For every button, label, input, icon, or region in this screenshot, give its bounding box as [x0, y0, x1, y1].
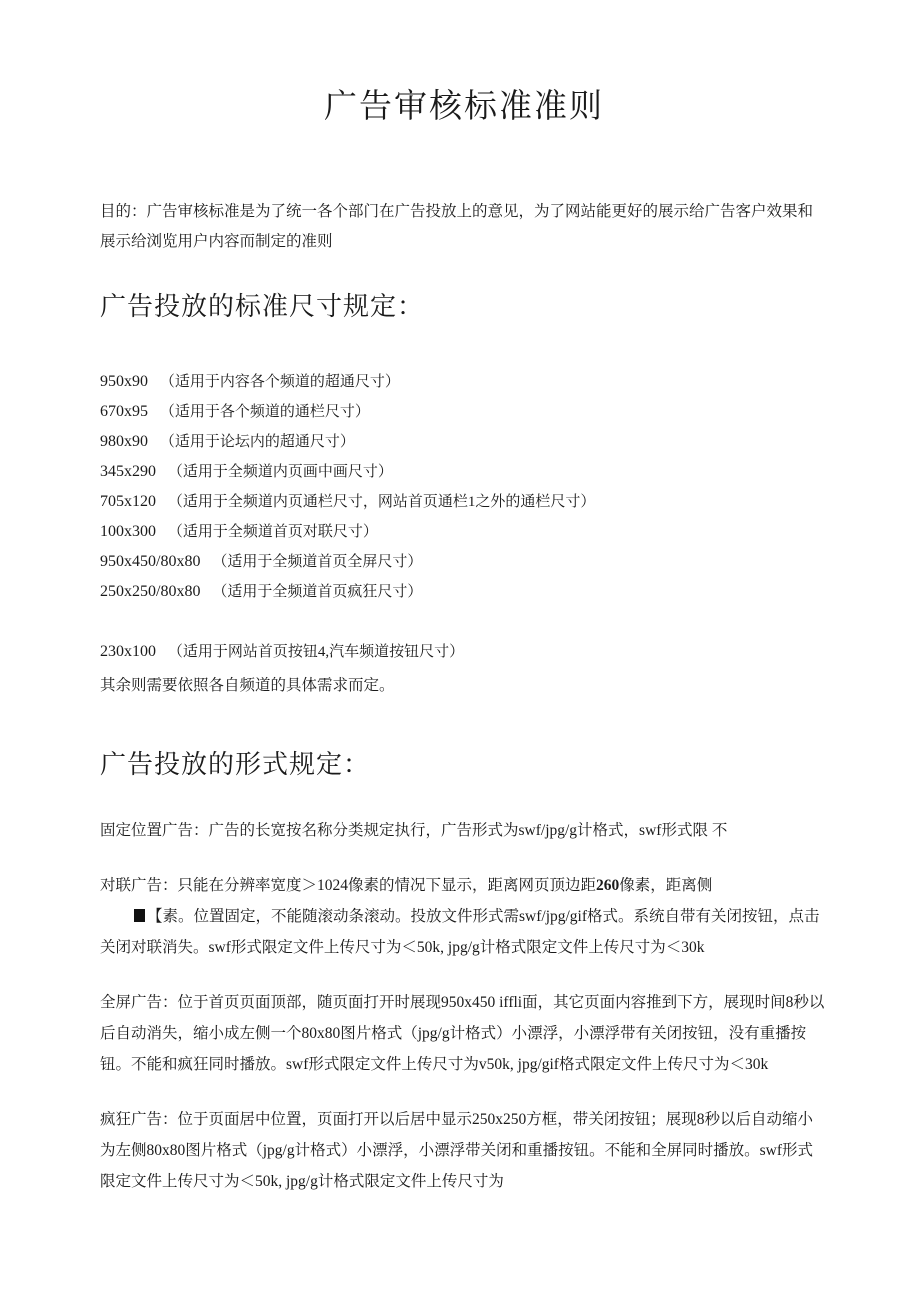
paragraph-fixed-position-ad: 固定位置广告：广告的长宽按名称分类规定执行，广告形式为swf/jpg/g计格式，swf形式限 不	[100, 822, 728, 839]
duilian-line1-pre: 对联广告：只能在分辨率宽度＞1024像素的情况下显示，距离网页顶边距	[100, 877, 597, 894]
duilian-bold-value: 260	[596, 877, 620, 894]
size-note: 其余则需要依照各自频道的具体需求而定。	[100, 677, 395, 694]
size-value: 980x90	[100, 433, 148, 450]
paragraph-fullscreen-ad: 全屏广告：位于首页页面顶部，随页面打开时展现950x450 iffli面，其它页面内容推到下方，展现时间8秒以后自动消失，缩小成左侧一个80x80图片格式（jpg/g计格式）小漂浮，小漂浮带有关闭按钮，没有重播按钮。不能和疯狂同时播放。swf形式限定文件上传尺寸为v50k, jpg/gif格式限定文件上传尺寸为＜30k	[100, 994, 825, 1073]
size-desc: （适用于全频道首页对联尺寸）	[167, 524, 378, 540]
size-spec-row	[100, 637, 828, 667]
size-spec-row	[100, 427, 828, 457]
size-desc: （适用于论坛内的超通尺寸）	[159, 434, 355, 450]
size-desc: （适用于网站首页按钮4,汽车频道按钮尺寸）	[167, 644, 465, 660]
size-spec-row	[100, 457, 828, 487]
size-spec-row	[100, 577, 828, 607]
page-title: 广告审核标准准则	[324, 89, 604, 125]
size-spec-row	[100, 367, 828, 397]
size-desc: （适用于内容各个频道的超通尺寸）	[159, 374, 400, 390]
size-spec-row	[100, 397, 828, 427]
paragraph-duilian-ad	[100, 870, 828, 963]
size-spec-row	[100, 517, 828, 547]
size-desc: （适用于全频道首页疯狂尺寸）	[212, 584, 423, 600]
size-value: 670x95	[100, 403, 148, 420]
section-heading-forms: 广告投放的形式规定：	[100, 750, 371, 779]
section-heading-sizes: 广告投放的标准尺寸规定：	[100, 292, 425, 321]
size-spec-row	[100, 487, 828, 517]
purpose-paragraph: 目的：广告审核标准是为了统一各个部门在广告投放上的意见，为了网站能更好的展示给广告客户效果和展示给浏览用户内容而制定的准则	[100, 203, 814, 250]
duilian-line2: 【素。位置固定，不能随滚动条滚动。投放文件形式需swf/jpg/gif格式。系统自带有关闭按钮，点击关闭对联消失。swf形式限定文件上传尺寸为＜50k, jpg/g计格式限定文件上传尺寸为＜30k	[100, 908, 820, 956]
size-value: 230x100	[100, 643, 156, 660]
paragraph-crazy-ad: 疯狂广告：位于页面居中位置，页面打开以后居中显示250x250方框，带关闭按钮；展现8秒以后自动缩小为左侧80x80图片格式（jpg/g计格式）小漂浮，小漂浮带关闭和重播按钮。不能和全屏同时播放。swf形式限定文件上传尺寸为＜50k, jpg/g计格式限定文件上传尺寸为	[100, 1111, 814, 1190]
size-value: 950x450/80x80	[100, 553, 201, 570]
size-value: 950x90	[100, 373, 148, 390]
corrupted-char-icon	[134, 909, 145, 922]
document-page	[100, 80, 828, 1197]
size-value: 345x290	[100, 463, 156, 480]
size-desc: （适用于全频道内页画中画尺寸）	[167, 464, 393, 480]
size-value: 705x120	[100, 493, 156, 510]
size-desc: （适用于各个频道的通栏尺寸）	[159, 404, 370, 420]
duilian-line1-post: 像素，距离侧	[619, 877, 713, 894]
size-spec-row	[100, 547, 828, 577]
size-value: 100x300	[100, 523, 156, 540]
size-spec-list	[100, 367, 828, 701]
size-desc: （适用于全频道内页通栏尺寸，网站首页通栏1之外的通栏尺寸）	[167, 494, 596, 510]
size-value: 250x250/80x80	[100, 583, 201, 600]
size-desc: （适用于全频道首页全屏尺寸）	[212, 554, 423, 570]
